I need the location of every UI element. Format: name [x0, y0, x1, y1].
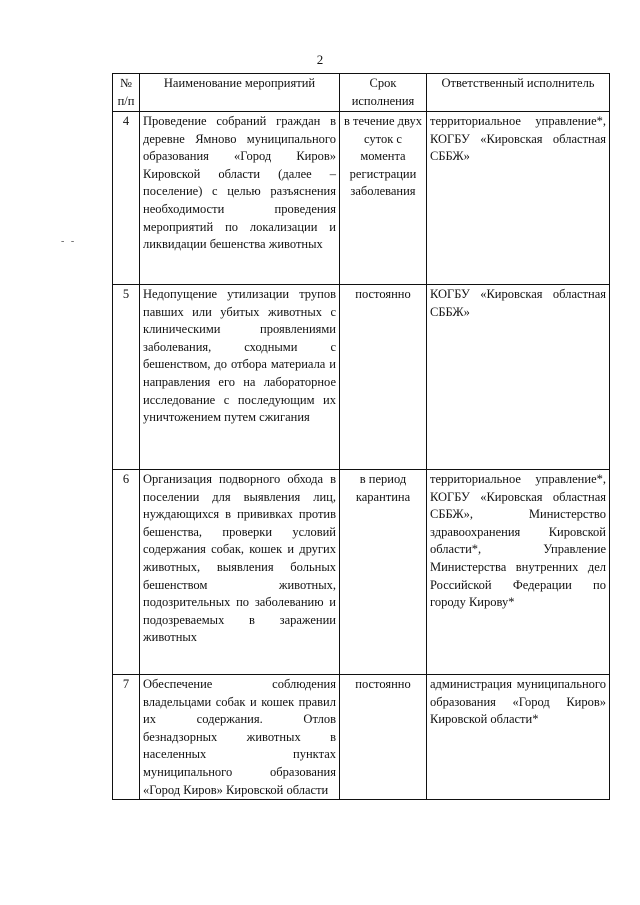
row-term [340, 285, 427, 470]
table-row [113, 470, 610, 675]
page-number: 2 [316, 52, 324, 67]
margin-mark: - - [61, 236, 77, 247]
row-responsible-text: территориальное управление*, КОГБУ «Кировская областная СББЖ» [430, 114, 606, 164]
header-name: Наименование мероприятий [140, 74, 340, 112]
row-num: 6 [113, 470, 140, 675]
table-body [113, 112, 610, 800]
row-num: 4 [113, 112, 140, 285]
row-name-text: Обеспечение соблюдения владельцами собак и кошек правил их содержания. Отлов безнадзорных животных в населенных пунктах муниципального образования «Город Киров» Кировской области [143, 677, 336, 797]
row-term [340, 112, 427, 285]
header-row [113, 74, 610, 112]
row-responsible-text: администрация муниципального образования «Город Киров» Кировской области* [430, 677, 606, 727]
row-term-text: в период карантина [355, 472, 411, 504]
row-name [140, 285, 340, 470]
row-term-text: в течение двух суток с момента регистрации заболевания [344, 114, 422, 199]
row-term [340, 675, 427, 800]
header-num: № п/п [113, 74, 140, 112]
row-responsible [427, 112, 610, 285]
row-name [140, 112, 340, 285]
row-responsible [427, 470, 610, 675]
row-name [140, 470, 340, 675]
header-term: Срок исполнения [340, 74, 427, 112]
row-name-text: Проведение собраний граждан в деревне Ямново муниципального образования «Город Киров» Кировской области (далее – поселение) с целью разъяснения необходимости проведения мероприятий по локализации и ликвидации бешенства животных [143, 114, 336, 252]
row-responsible-text: территориальное управление*, КОГБУ «Кировская областная СББЖ», Министерство здравоохранения Кировской области*, Управление Министерства внутренних дел Российской Федерации по городу Кирову* [430, 472, 606, 610]
row-responsible [427, 675, 610, 800]
row-num: 5 [113, 285, 140, 470]
header-responsible: Ответственный исполнитель [427, 74, 610, 112]
row-term [340, 470, 427, 675]
table-header [113, 74, 610, 112]
row-name [140, 675, 340, 800]
row-num: 7 [113, 675, 140, 800]
row-name-text: Недопущение утилизации трупов павших или убитых животных с клиническими проявлениями заболевания, сходными с бешенством, до отбора материала и направления его на лабораторное исследование с последующим их уничтожением путем сжигания [143, 287, 336, 425]
row-responsible-text: КОГБУ «Кировская областная СББЖ» [430, 287, 606, 319]
row-term-text: постоянно [355, 287, 411, 301]
row-term-text: постоянно [355, 677, 411, 691]
table-row [113, 285, 610, 470]
table-row [113, 675, 610, 800]
measures-table-wrapper [112, 73, 609, 800]
row-responsible [427, 285, 610, 470]
row-name-text: Организация подворного обхода в поселении для выявления лиц, нуждающихся в прививках против бешенства, проверки условий содержания собак, кошек и других животных, выявления больных бешенством животных, подозрительных по заболеванию и подозреваемых в заражении животных [143, 472, 336, 645]
measures-table [112, 73, 610, 800]
table-row [113, 112, 610, 285]
